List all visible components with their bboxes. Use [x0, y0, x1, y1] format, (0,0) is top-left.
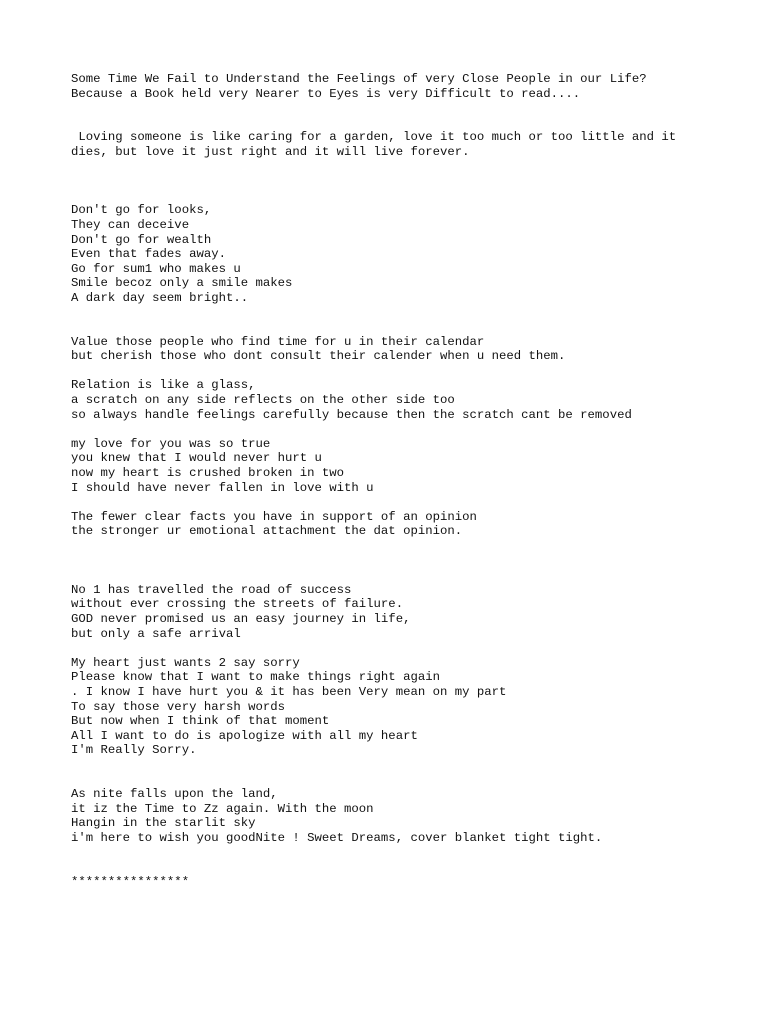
text-line: Please know that I want to make things right again: [71, 670, 440, 685]
text-line: [71, 116, 731, 131]
text-line: [71, 845, 731, 860]
text-line: my love for you was so true: [71, 436, 271, 451]
text-line: [71, 306, 731, 321]
text-line: the stronger ur emotional attachment the dat opinion.: [71, 524, 463, 539]
text-line: Don't go for wealth: [71, 232, 212, 247]
text-line: Some Time We Fail to Understand the Feelings of very Close People in our Life?: [71, 72, 647, 86]
text-line: [71, 495, 731, 510]
text-line: Because a Book held very Nearer to Eyes is very Difficult to read....: [71, 86, 581, 101]
text-line: Go for sum1 who makes u: [71, 261, 241, 276]
text-line: [71, 539, 731, 554]
text-line: [71, 189, 731, 204]
text-line: To say those very harsh words: [71, 699, 286, 714]
text-line: [71, 758, 731, 773]
text-line: you knew that I would never hurt u: [71, 451, 322, 466]
text-line: i'm here to wish you goodNite ! Sweet Dreams, cover blanket tight tight.: [71, 830, 603, 845]
text-line: GOD never promised us an easy journey in life,: [71, 611, 411, 626]
text-line: I should have never fallen in love with u: [71, 480, 374, 495]
text-line: The fewer clear facts you have in support of an opinion: [71, 509, 477, 524]
text-line: [71, 554, 731, 569]
text-line: [71, 174, 731, 189]
text-line: My heart just wants 2 say sorry: [71, 655, 300, 670]
text-line: I'm Really Sorry.: [71, 743, 197, 758]
text-line: so always handle feelings carefully because then the scratch cant be removed: [71, 407, 632, 422]
text-line: No 1 has travelled the road of success: [71, 582, 352, 597]
text-line: [71, 568, 731, 583]
text-line: [71, 860, 731, 875]
text-line: But now when I think of that moment: [71, 714, 330, 729]
text-line: [71, 364, 731, 379]
text-line: [71, 160, 731, 175]
text-line: Value those people who find time for u in their calendar: [71, 334, 485, 349]
text-line: but only a safe arrival: [71, 626, 241, 641]
text-line: A dark day seem bright..: [71, 290, 249, 305]
text-line: a scratch on any side reflects on the other side too: [71, 393, 455, 408]
text-line: Smile becoz only a smile makes: [71, 276, 293, 291]
text-line: All I want to do is apologize with all my heart: [71, 728, 418, 743]
text-line: . I know I have hurt you & it has been Very mean on my part: [71, 684, 507, 699]
text-line: [71, 422, 731, 437]
text-line: it iz the Time to Zz again. With the moon: [71, 801, 374, 816]
text-line: Relation is like a glass,: [71, 378, 256, 393]
text-line: [71, 101, 731, 116]
document-text: [71, 72, 731, 889]
text-line: Hangin in the starlit sky: [71, 816, 256, 831]
text-line: Loving someone is like caring for a garden, love it too much or too little and it: [71, 130, 677, 145]
text-line: ****************: [71, 874, 190, 889]
text-line: now my heart is crushed broken in two: [71, 466, 345, 481]
text-line: [71, 320, 731, 335]
text-line: dies, but love it just right and it will live forever.: [71, 144, 470, 159]
text-line: but cherish those who dont consult their calender when u need them.: [71, 349, 566, 364]
text-line: Don't go for looks,: [71, 203, 212, 218]
text-line: They can deceive: [71, 217, 190, 232]
text-line: [71, 773, 731, 788]
text-line: Even that fades away.: [71, 247, 226, 262]
text-line: As nite falls upon the land,: [71, 787, 278, 802]
text-line: without ever crossing the streets of failure.: [71, 597, 404, 612]
text-line: [71, 641, 731, 656]
